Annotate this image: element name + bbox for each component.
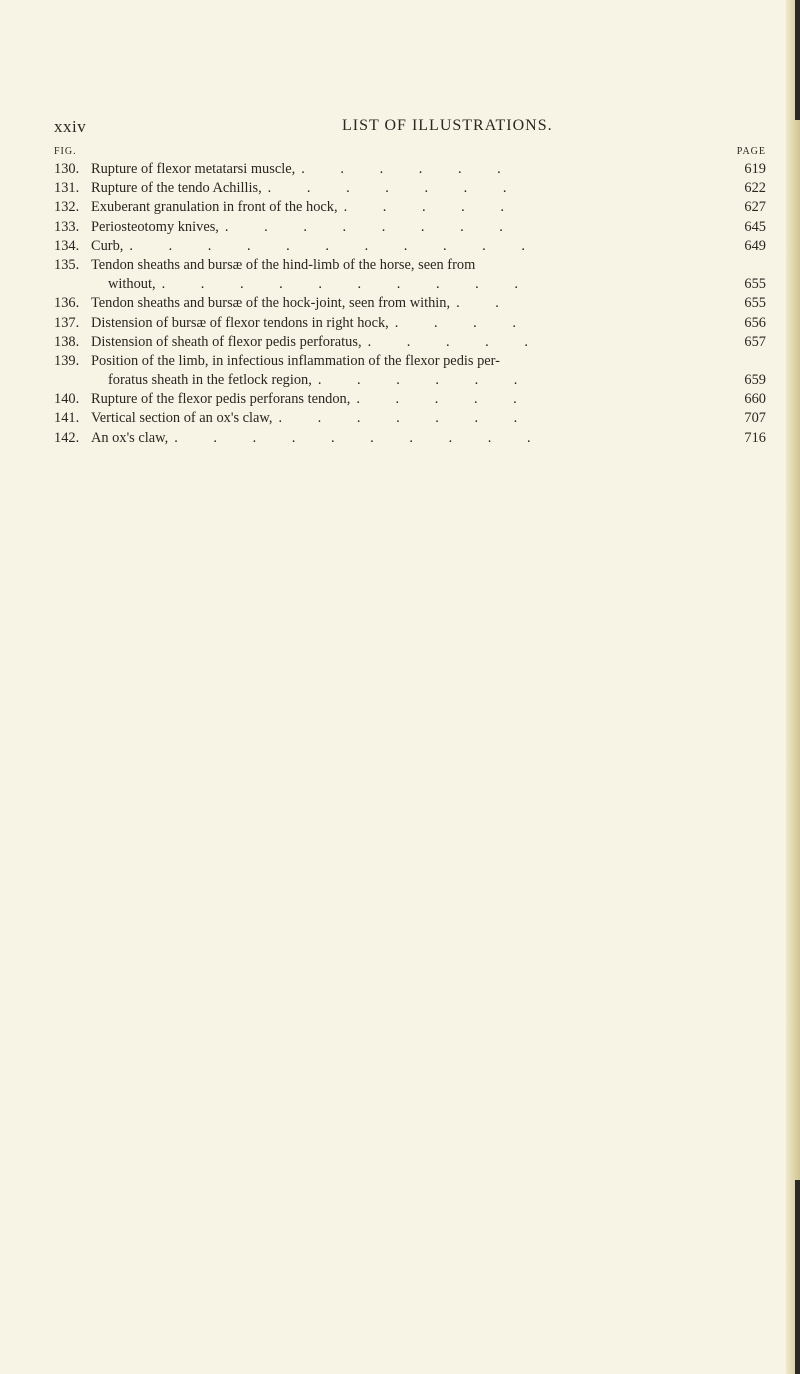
entry-body — [91, 218, 766, 237]
figure-number: 133. — [54, 218, 80, 235]
figure-caption: Periosteotomy knives, — [91, 218, 219, 235]
page-number: 660 — [744, 391, 766, 408]
list-item — [54, 333, 766, 352]
entry-line — [91, 371, 766, 390]
fig-column-heading: FIG. — [54, 146, 77, 157]
dot-leaders: . . . . . . . — [278, 410, 534, 427]
dot-leaders: . . . . . . . . . . — [161, 276, 534, 293]
list-item — [54, 429, 766, 448]
figure-number: 138. — [54, 333, 80, 350]
entry-body — [91, 294, 766, 313]
figure-number: 132. — [54, 199, 80, 216]
list-item — [54, 198, 766, 217]
figure-caption: Rupture of the flexor pedis perforans tendon, — [91, 391, 351, 408]
entry-body — [91, 256, 766, 294]
entry-line — [91, 237, 766, 256]
page-number: 657 — [744, 333, 766, 350]
entry-body — [91, 198, 766, 217]
list-item — [54, 294, 766, 313]
entry-body — [91, 390, 766, 409]
figure-caption: without, — [108, 276, 156, 293]
entry-line — [91, 179, 766, 198]
page-number: 656 — [744, 314, 766, 331]
figure-caption: Tendon sheaths and bursæ of the hind-limb of the horse, seen from — [91, 256, 476, 273]
dot-leaders: . . . . . — [343, 199, 520, 216]
list-item — [54, 218, 766, 237]
figure-caption: An ox's claw, — [91, 429, 169, 446]
figure-number: 134. — [54, 237, 80, 254]
list-item — [54, 237, 766, 256]
figure-number: 131. — [54, 180, 80, 197]
entry-line — [91, 314, 766, 333]
page-number: 707 — [744, 410, 766, 427]
figure-caption: foratus sheath in the fetlock region, — [108, 372, 312, 389]
list-item — [54, 160, 766, 179]
dot-leaders: . . . . . . . . . . — [174, 429, 547, 446]
page-number: 655 — [744, 295, 766, 312]
list-item — [54, 390, 766, 409]
page-edge-shadow-upper — [795, 0, 800, 120]
entry-body — [91, 160, 766, 179]
list-item — [54, 409, 766, 428]
entry-body — [91, 352, 766, 390]
entry-body — [91, 179, 766, 198]
dot-leaders: . . . . . . . . . . . — [129, 237, 541, 254]
figure-caption: Distension of bursæ of flexor tendons in right hock, — [91, 314, 389, 331]
figure-number: 137. — [54, 314, 80, 331]
entry-line — [91, 352, 766, 371]
entry-line — [91, 256, 766, 275]
illustrations-list — [54, 160, 766, 448]
figure-number: 130. — [54, 161, 80, 177]
entry-line — [91, 275, 766, 294]
figure-number: 140. — [54, 391, 80, 408]
figure-caption: Rupture of the tendo Achillis, — [91, 180, 262, 197]
figure-number: 139. — [54, 352, 80, 369]
page-column-heading: PAGE — [736, 146, 766, 157]
page-number: 659 — [744, 372, 766, 389]
page-number: 627 — [744, 199, 766, 216]
page-number: 622 — [744, 180, 766, 197]
figure-caption: Exuberant granulation in front of the hock, — [91, 199, 338, 216]
dot-leaders: . . . . . — [367, 333, 544, 350]
figure-caption: Curb, — [91, 237, 124, 254]
dot-leaders: . . . . . — [356, 391, 533, 408]
page-number: 645 — [744, 218, 766, 235]
entry-body — [91, 429, 766, 448]
list-item — [54, 352, 766, 390]
list-item — [54, 314, 766, 333]
list-item — [54, 179, 766, 198]
figure-number: 136. — [54, 295, 80, 312]
page-edge-shadow-lower — [795, 1180, 800, 1374]
entry-line — [91, 333, 766, 352]
page-number: 716 — [744, 429, 766, 446]
entry-line — [91, 409, 766, 428]
page-number: 619 — [744, 161, 766, 177]
figure-number: 141. — [54, 410, 80, 427]
entry-line — [91, 160, 766, 179]
dot-leaders: . . . . — [394, 314, 532, 331]
dot-leaders: . . . . . . . . — [224, 218, 519, 235]
figure-caption: Rupture of flexor metatarsi muscle, — [91, 161, 296, 177]
entry-line — [91, 429, 766, 448]
entry-body — [91, 333, 766, 352]
dot-leaders: . . . . . . — [317, 372, 534, 389]
entry-body — [91, 237, 766, 256]
page-number: 649 — [744, 237, 766, 254]
dot-leaders: . . . . . . — [301, 161, 517, 177]
page-number: 655 — [744, 276, 766, 293]
entry-line — [91, 294, 766, 313]
figure-caption: Tendon sheaths and bursæ of the hock-joint, seen from within, — [91, 295, 451, 312]
page-folio: xxiv — [54, 117, 87, 136]
entry-line — [91, 198, 766, 217]
figure-number: 135. — [54, 256, 80, 273]
figure-caption: Distension of sheath of flexor pedis perforatus, — [91, 333, 362, 350]
running-head — [54, 117, 760, 137]
page-title: LIST OF ILLUSTRATIONS. — [342, 117, 553, 134]
entry-body — [91, 409, 766, 428]
list-item — [54, 256, 766, 294]
dot-leaders: . . . . . . . — [267, 180, 523, 197]
entry-line — [91, 218, 766, 237]
figure-caption: Vertical section of an ox's claw, — [91, 410, 273, 427]
figure-number: 142. — [54, 429, 80, 446]
column-headings — [54, 146, 766, 160]
page-edge — [786, 0, 800, 1374]
entry-line — [91, 390, 766, 409]
figure-caption: Position of the limb, in infectious inflammation of the flexor pedis per- — [91, 352, 500, 369]
dot-leaders: . . — [456, 295, 515, 312]
entry-body — [91, 314, 766, 333]
